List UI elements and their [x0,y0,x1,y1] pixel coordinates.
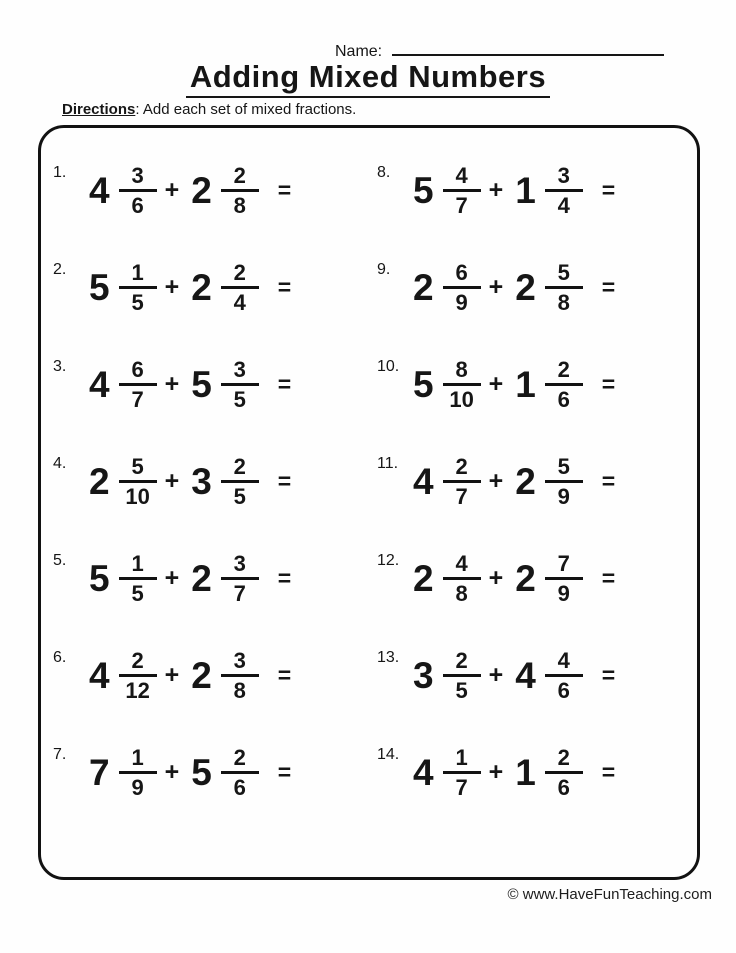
fraction-1-denominator: 5 [455,678,468,703]
fraction-1-bar [119,383,157,386]
fraction-1-denominator: 5 [131,581,144,606]
problem-number: 12. [377,552,400,569]
fraction-2 [219,358,261,411]
fraction-2-denominator: 8 [233,193,246,218]
problems-column-right [369,142,693,877]
whole-number-1: 2 [413,558,434,599]
problem-row [369,724,693,821]
fraction-2 [543,455,585,508]
copyright-footer: © www.HaveFunTeaching.com [507,886,712,903]
fraction-2-bar [221,480,259,483]
fraction-1-denominator: 7 [455,484,468,509]
fraction-2-denominator: 4 [557,193,570,218]
problem-row [45,627,369,724]
fraction-2-denominator: 6 [557,387,570,412]
whole-number-2: 2 [191,558,212,599]
fraction-1 [117,164,159,217]
fraction-1-numerator: 1 [455,745,468,770]
fraction-2 [219,261,261,314]
whole-number-1: 4 [89,364,110,405]
fraction-1-denominator: 7 [455,193,468,218]
whole-number-2: 3 [191,461,212,502]
fraction-1-denominator: 7 [455,775,468,800]
fraction-1-bar [443,674,481,677]
fraction-1-bar [443,577,481,580]
fraction-1-denominator: 9 [455,290,468,315]
fraction-1-denominator: 9 [131,775,144,800]
fraction-2-numerator: 5 [557,260,570,285]
whole-number-1: 7 [89,752,110,793]
problem-number: 14. [377,746,400,763]
fraction-2 [219,649,261,702]
problems-box [38,125,700,880]
fraction-1-numerator: 3 [131,163,144,188]
fraction-1-numerator: 1 [131,745,144,770]
whole-number-2: 2 [191,267,212,308]
fraction-2-numerator: 3 [557,163,570,188]
fraction-2 [219,455,261,508]
problems-column-left [45,142,369,877]
problem-number: 11. [377,455,399,472]
problem-number: 9. [377,261,391,278]
equals-sign: = [277,177,292,203]
fraction-2 [543,746,585,799]
fraction-1 [117,261,159,314]
problem-row [45,724,369,821]
whole-number-1: 2 [89,461,110,502]
fraction-2 [543,552,585,605]
problem-number: 2. [53,261,67,278]
problem-number: 10. [377,358,400,375]
equals-sign: = [601,274,616,300]
problem-row [369,239,693,336]
whole-number-2: 5 [191,752,212,793]
fraction-2-numerator: 4 [557,648,570,673]
fraction-2-denominator: 5 [233,387,246,412]
fraction-2 [543,358,585,411]
whole-number-1: 4 [413,461,434,502]
fraction-2-bar [545,189,583,192]
plus-sign: + [488,467,504,495]
problem-row [369,627,693,724]
fraction-1-numerator: 6 [131,357,144,382]
problem-row [369,433,693,530]
fraction-2-denominator: 5 [233,484,246,509]
problem-row [45,239,369,336]
fraction-2-bar [545,383,583,386]
whole-number-2: 1 [515,752,536,793]
fraction-2-denominator: 6 [233,775,246,800]
fraction-1-denominator: 10 [125,484,150,509]
fraction-2-bar [221,189,259,192]
fraction-2-numerator: 7 [557,551,570,576]
fraction-1-numerator: 2 [455,454,468,479]
equals-sign: = [277,468,292,494]
fraction-1-numerator: 2 [455,648,468,673]
fraction-2-numerator: 2 [233,454,246,479]
fraction-1-denominator: 7 [131,387,144,412]
whole-number-2: 2 [191,170,212,211]
fraction-1-numerator: 1 [131,551,144,576]
plus-sign: + [164,467,180,495]
plus-sign: + [488,176,504,204]
whole-number-1: 5 [413,170,434,211]
fraction-2-numerator: 2 [557,357,570,382]
problem-row [369,530,693,627]
problem-row [45,336,369,433]
fraction-2-bar [221,771,259,774]
problem-number: 13. [377,649,400,666]
whole-number-1: 2 [413,267,434,308]
problem-number: 7. [53,746,67,763]
directions-label: Directions [62,101,136,118]
fraction-1 [117,649,159,702]
fraction-2-bar [545,480,583,483]
fraction-1-numerator: 4 [455,551,468,576]
fraction-1 [441,164,483,217]
fraction-1-denominator: 5 [131,290,144,315]
whole-number-1: 5 [413,364,434,405]
plus-sign: + [164,370,180,398]
whole-number-2: 2 [191,655,212,696]
fraction-1-denominator: 6 [131,193,144,218]
fraction-1-denominator: 10 [449,387,474,412]
fraction-1-bar [119,674,157,677]
fraction-1-numerator: 5 [131,454,144,479]
plus-sign: + [488,273,504,301]
equals-sign: = [601,177,616,203]
fraction-2-numerator: 2 [233,163,246,188]
whole-number-2: 2 [515,267,536,308]
problem-number: 4. [53,455,67,472]
plus-sign: + [164,273,180,301]
plus-sign: + [164,661,180,689]
plus-sign: + [164,758,180,786]
fraction-1-numerator: 1 [131,260,144,285]
problem-row [45,530,369,627]
fraction-1-bar [443,286,481,289]
problem-number: 5. [53,552,67,569]
fraction-1 [117,746,159,799]
fraction-1-denominator: 12 [125,678,150,703]
fraction-1-bar [443,480,481,483]
fraction-1 [441,358,483,411]
fraction-2-numerator: 3 [233,357,246,382]
equals-sign: = [277,565,292,591]
fraction-2-bar [221,383,259,386]
fraction-2-numerator: 2 [557,745,570,770]
equals-sign: = [277,274,292,300]
problem-number: 8. [377,164,391,181]
fraction-2 [543,164,585,217]
whole-number-2: 4 [515,655,536,696]
directions [62,101,356,118]
fraction-2 [543,261,585,314]
fraction-1 [441,649,483,702]
fraction-2 [219,164,261,217]
fraction-2-bar [221,577,259,580]
fraction-2-bar [545,771,583,774]
equals-sign: = [601,662,616,688]
fraction-2-numerator: 5 [557,454,570,479]
fraction-1-numerator: 4 [455,163,468,188]
equals-sign: = [601,371,616,397]
whole-number-2: 1 [515,170,536,211]
fraction-1 [117,552,159,605]
fraction-1-bar [119,286,157,289]
fraction-2-numerator: 2 [233,745,246,770]
whole-number-1: 4 [89,170,110,211]
fraction-1-numerator: 8 [455,357,468,382]
name-blank-line[interactable] [392,40,664,56]
problem-row [45,142,369,239]
whole-number-2: 2 [515,461,536,502]
whole-number-1: 4 [89,655,110,696]
problem-row [369,142,693,239]
fraction-2-bar [221,286,259,289]
equals-sign: = [277,662,292,688]
fraction-2-numerator: 3 [233,648,246,673]
plus-sign: + [488,661,504,689]
fraction-2-denominator: 8 [233,678,246,703]
fraction-1-numerator: 6 [455,260,468,285]
fraction-2-denominator: 7 [233,581,246,606]
plus-sign: + [488,564,504,592]
page-title [0,59,736,98]
equals-sign: = [277,371,292,397]
fraction-1 [441,455,483,508]
fraction-2-numerator: 2 [233,260,246,285]
fraction-2 [219,552,261,605]
fraction-2-denominator: 4 [233,290,246,315]
fraction-1 [441,552,483,605]
fraction-1-bar [119,771,157,774]
fraction-2 [219,746,261,799]
fraction-2 [543,649,585,702]
equals-sign: = [601,468,616,494]
fraction-1-bar [443,383,481,386]
fraction-1-numerator: 2 [131,648,144,673]
plus-sign: + [488,370,504,398]
problem-number: 1. [53,164,67,181]
name-label: Name: [335,43,383,60]
fraction-2-bar [545,674,583,677]
whole-number-2: 2 [515,558,536,599]
fraction-1-bar [443,189,481,192]
fraction-1-denominator: 8 [455,581,468,606]
page-title-text: Adding Mixed Numbers [186,59,550,98]
equals-sign: = [601,565,616,591]
fraction-1 [441,261,483,314]
fraction-1 [441,746,483,799]
problem-row [369,336,693,433]
fraction-2-denominator: 6 [557,775,570,800]
whole-number-1: 4 [413,752,434,793]
whole-number-1: 3 [413,655,434,696]
whole-number-2: 5 [191,364,212,405]
fraction-2-bar [545,577,583,580]
fraction-2-numerator: 3 [233,551,246,576]
problem-number: 3. [53,358,67,375]
fraction-1 [117,358,159,411]
equals-sign: = [601,759,616,785]
fraction-2-bar [221,674,259,677]
whole-number-1: 5 [89,558,110,599]
whole-number-2: 1 [515,364,536,405]
equals-sign: = [277,759,292,785]
plus-sign: + [488,758,504,786]
problem-number: 6. [53,649,67,666]
directions-text: : Add each set of mixed fractions. [135,101,357,118]
whole-number-1: 5 [89,267,110,308]
fraction-2-denominator: 8 [557,290,570,315]
fraction-2-denominator: 6 [557,678,570,703]
fraction-1-bar [119,577,157,580]
fraction-1-bar [119,480,157,483]
fraction-1-bar [443,771,481,774]
fraction-2-denominator: 9 [557,581,570,606]
problem-row [45,433,369,530]
plus-sign: + [164,564,180,592]
fraction-2-denominator: 9 [557,484,570,509]
fraction-1-bar [119,189,157,192]
name-row [335,40,664,61]
fraction-2-bar [545,286,583,289]
fraction-1 [117,455,159,508]
plus-sign: + [164,176,180,204]
